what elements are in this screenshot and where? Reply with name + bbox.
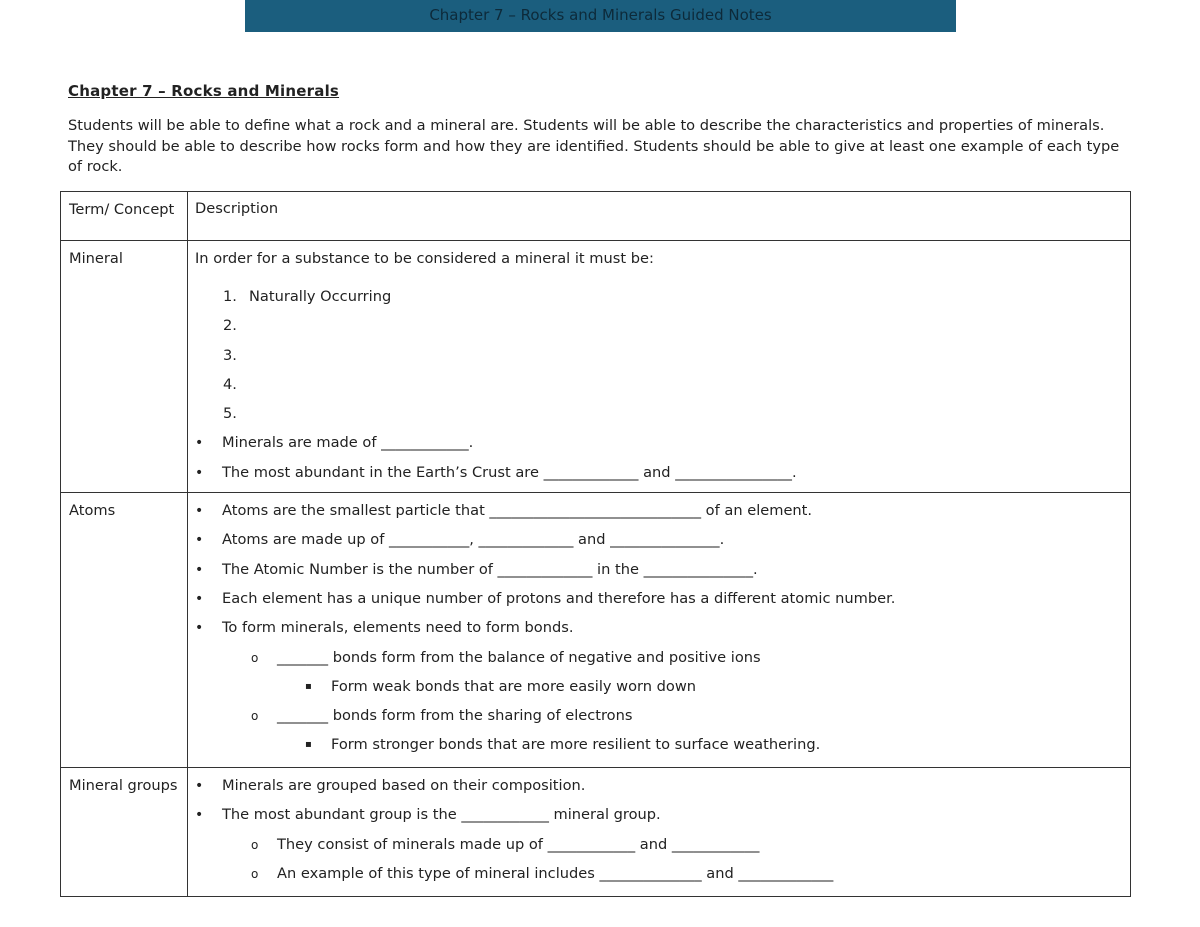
page-title: Chapter 7 – Rocks and Minerals — [68, 82, 340, 100]
bullet-item: • Atoms are the smallest particle that _____________________________ of an element. — [195, 501, 1130, 530]
numbered-item: 2. — [223, 317, 237, 335]
bullet-item: • Minerals are grouped based on their composition. — [195, 776, 1130, 805]
bullet-item: • The Atomic Number is the number of _____________ in the _______________. — [195, 560, 1130, 589]
desc-atoms — [188, 493, 1131, 768]
notes-table — [60, 191, 1131, 897]
bullet-item: • Minerals are made of ____________. — [195, 433, 1130, 462]
bullet-item: • The most abundant group is the ____________ mineral group. — [195, 805, 1130, 834]
sub-sub-bullet-item: ▪ Form weak bonds that are more easily worn down — [195, 677, 1130, 706]
numbered-item: 1. Naturally Occurring — [223, 288, 392, 305]
term-mineral: Mineral — [61, 241, 188, 493]
desc-mineral-groups — [188, 768, 1131, 897]
table-row-atoms — [61, 493, 1131, 768]
term-atoms: Atoms — [61, 493, 188, 768]
banner-title: Chapter 7 – Rocks and Minerals Guided Notes — [429, 6, 772, 24]
sub-sub-bullet-item: ▪ Form stronger bonds that are more resilient to surface weathering. — [195, 735, 1130, 764]
sub-bullet-item: o They consist of minerals made up of ____________ and ____________ — [195, 835, 1130, 864]
header-description-cell: Description — [188, 192, 1131, 241]
table-header-row — [61, 192, 1131, 241]
intro-paragraph: Students will be able to define what a rock and a mineral are. Students will be able to describe the characteristics and properties of minerals. They should be able to describe how rocks form and how they are identified. Students should be able to give at least one example of each type of rock. — [68, 117, 1120, 175]
desc-mineral — [188, 241, 1131, 493]
bullet-item: • Each element has a unique number of protons and therefore has a different atomic number. — [195, 589, 1130, 618]
mineral-intro: In order for a substance to be considered a mineral it must be: — [195, 250, 654, 267]
numbered-item: 3. — [223, 346, 237, 364]
sub-bullet-item: o _______ bonds form from the sharing of electrons — [195, 706, 1130, 735]
numbered-item: 4. — [223, 375, 237, 393]
table-row-mineral — [61, 241, 1131, 493]
sub-bullet-item: o An example of this type of mineral includes ______________ and _____________ — [195, 864, 1130, 893]
table-row-mineral-groups — [61, 768, 1131, 897]
sub-bullet-item: o _______ bonds form from the balance of negative and positive ions — [195, 648, 1130, 677]
header-banner — [245, 0, 956, 32]
term-mineral-groups: Mineral groups — [61, 768, 188, 897]
bullet-item: • Atoms are made up of ___________, _____________ and _______________. — [195, 530, 1130, 559]
numbered-item: 5. — [223, 405, 237, 423]
bullet-item: • The most abundant in the Earth’s Crust are _____________ and ________________. — [195, 463, 1130, 492]
bullet-item: • To form minerals, elements need to form bonds. — [195, 618, 1130, 647]
header-term-cell: Term/ Concept — [61, 192, 188, 241]
